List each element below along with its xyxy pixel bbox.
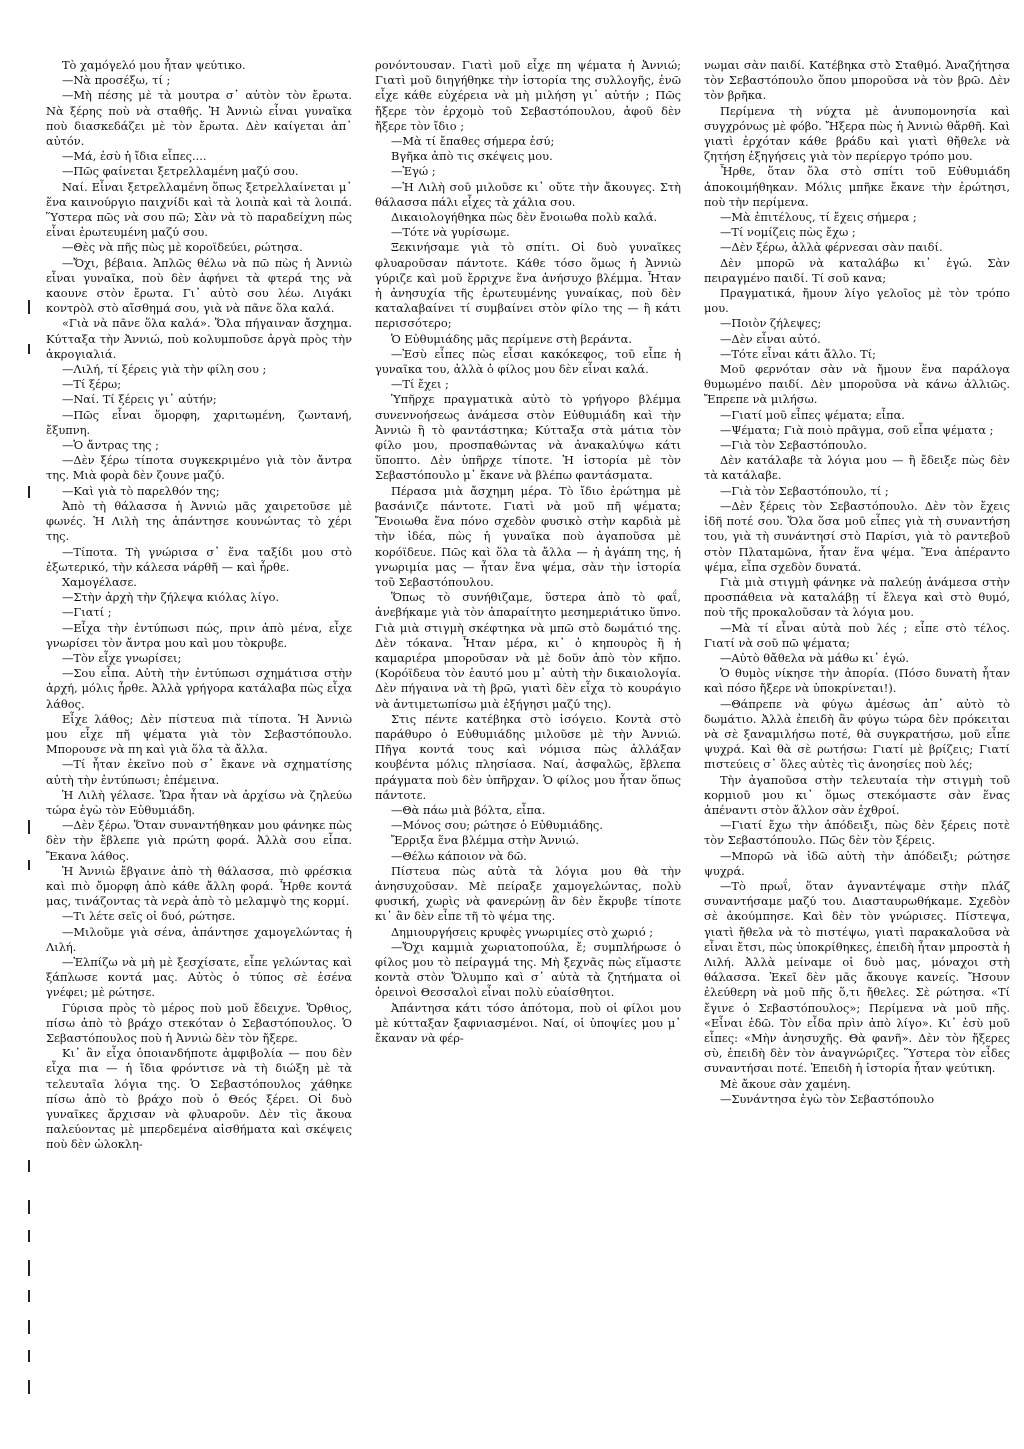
paragraph: —Μπορῶ νὰ ἰδῶ αὐτὴ τὴν ἀπόδειξι; ρώτησε ψυχρά. bbox=[704, 848, 1010, 878]
paragraph: —Ναί. Τί ξέρεις γι᾽ αὐτήν; bbox=[61, 392, 217, 407]
paragraph: —Θέλω κάποιον νὰ δῶ. bbox=[390, 848, 527, 863]
paragraph: Γιὰ μιὰ στιγμὴ φάνηκε νὰ παλεύῃ ἀνάμεσα στὴν προσπάθεια νὰ καταλάβῃ τί ἔλεγα καὶ στὸ θυμό, ποὺ τῆς προκαλοῦσαν τὰ λόγια μου. bbox=[704, 574, 1010, 620]
paragraph: —Καὶ γιὰ τὸ παρελθόν της; bbox=[61, 483, 220, 498]
paragraph: —Ἐγώ ; bbox=[390, 164, 436, 179]
paragraph: Ἦρθε, ὅταν ὅλα στὸ σπίτι τοῦ Εὐθυμιάδη ἀποκοιμήθηκαν. Μόλις μπῆκε ἔκανε τὴν ἐρώτησι, ποὺ τὴν περίμενα. bbox=[704, 164, 1010, 209]
paragraph: Κι᾽ ἂν εἶχα ὁποιανδήποτε ἀμφιβολία — που δὲν εἶχα πια — ἡ ἴδια φρόντισε νὰ τὴ διώξη μὲ τὰ τελευταῖα λόγια της. Ὁ Σεβαστόπουλος χάθηκε πίσω ἀπὸ τὸ βράχο ποὺ ὁ Θεός ξέρει. Οἱ δυὸ γυναῖκες ἄρχισαν νὰ φλυαροῦν. Δὲν τὶς ἄκουα παλεύοντας μὲ μπερδεμένα αἰσθήματα καὶ σκέψεις ποὺ δὲν ὡλοκλη- bbox=[46, 1046, 352, 1152]
paragraph: —Μὰ τί ἔπαθες σήμερα ἐσύ; bbox=[390, 134, 555, 149]
paragraph: Εἶχε λάθος; Δὲν πίστευα πιὰ τίποτα. Ἡ Ἀννιὼ μου εἶχε πῆ ψέματα γιὰ τὸν Σεβαστόπουλο. Μπορουσε νὰ πη καὶ γιὰ ὅλα τὰ ἄλλα. bbox=[46, 711, 352, 757]
paragraph: —Ἐλπίζω νὰ μὴ μὲ ξεσχίσατε, εἶπε γελώντας καὶ ξάπλωσε κοντά μας. Αὐτὸς ὁ τύπος σὲ ἐσένα γνέφει; μὲ ρώτησε. bbox=[46, 954, 352, 1000]
paragraph: Χαμογέλασε. bbox=[61, 574, 137, 589]
paragraph: Μοῦ φερνόταν σὰν νὰ ἤμουν ἕνα παράλογα θυμωμένο παιδί. Δὲν μποροῦσα νὰ κάνω ἀλλιῶς. Ἔπρεπε νὰ μιλήσω. bbox=[704, 362, 1010, 407]
paragraph: —Τότε εἶναι κάτι ἄλλο. Τί; bbox=[719, 346, 877, 361]
paragraph: —Πῶς φαίνεται ξετρελλαμένη μαζύ σου. bbox=[61, 164, 299, 179]
paragraph: —Θὰ πάω μιὰ βόλτα, εἶπα. bbox=[390, 802, 546, 817]
paragraph: —Μόνος σου; ρώτησε ὁ Εὐθυμιάδης. bbox=[390, 818, 603, 833]
paragraph: Πραγματικά, ἤμουν λίγο γελοῖος μὲ τὸν τρόπο μου. bbox=[704, 286, 1010, 316]
paragraph: Δὲν κατάλαβε τὰ λόγια μου — ἢ ἔδειξε πὼς δὲν τὰ κατάλαβε. bbox=[704, 453, 1010, 483]
paragraph: Ἀπάντησα κάτι τόσο ἀπότομα, ποὺ οἱ φίλοι μου μὲ κύτταξαν ξαφνιασμένοι. Ναί, οἱ ὑποψίες μου μ᾽ ἔκαναν νὰ φέρ- bbox=[375, 1000, 681, 1045]
paragraph: —Ἐσὺ εἶπες πὼς εἶσαι κακόκεφος, τοῦ εἶπε ἡ γυναῖκα του, ἀλλὰ ὁ φίλος μου δὲν εἶναι καλά. bbox=[375, 346, 681, 377]
paragraph: Μὲ ἄκουε σὰν χαμένη. bbox=[719, 1076, 851, 1091]
paragraph: —Δὲν ξέρεις τὸν Σεβαστόπουλο. Δὲν τὸν ἔχεις ἰδῆ ποτέ σου. Ὅλα ὅσα μοῦ εἶπες γιὰ τὴ συναντήση του, γιὰ τὴ συνάντησί στὸ Παρίσι, γιὰ τὸ ραντεβοῦ στὸν Πλαταμῶνα, ἦταν ἕνα ψέμα. Ἕνα ἀπέραντο ψέμα, εἶπα σχεδὸν δυνατά. bbox=[704, 498, 1010, 574]
paragraph: Ὑπῆρχε πραγματικὰ αὐτὸ τὸ γρήγορο βλέμμα συνεννοήσεως ἀνάμεσα στὸν Εὐθυμιάδη καὶ τὴν Ἀννιὼ ἢ τὸ φαντάστηκα; Κύτταξα στὰ μάτια τὸν φίλο μου, προσπαθώντας νὰ ἀνακαλύψω κάτι ὕποπτο. Δὲν ὑπῆρχε τίποτε. Ἡ ἱστορία μὲ τὸν Σεβαστόπουλο μ᾽ ἔκανε νὰ βλέπω φαντάσματα. bbox=[375, 392, 681, 483]
paragraph: Ὁ Εὐθυμιάδης μᾶς περίμενε στὴ βεράντα. bbox=[390, 331, 632, 346]
paragraph: —Μὴ πέσης μὲ τὰ μουτρα σ᾽ αὐτὸν τὸν ἔρωτα. Νὰ ξέρης ποὺ νὰ σταθῆς. Ἡ Ἀννιὼ εἶναι γυναῖκα ποὺ διασκεδάζει μὲ τὸν ἔρωτα. Δὲν καίγεται ἀπ᾽ αὐτόν. bbox=[46, 88, 352, 149]
paragraph: —Λιλή, τί ξέρεις γιὰ τὴν φίλη σου ; bbox=[61, 362, 267, 377]
paragraph: Ὁ θυμὸς νίκησε τὴν ἀπορία. (Πόσο δυνατὴ ἦταν καὶ πόσο ἤξερε νὰ ὑποκρίνεται!). bbox=[704, 666, 1010, 696]
paragraph: Ξεκινήσαμε γιὰ τὸ σπίτι. Οἱ δυὸ γυναῖκες φλυαροῦσαν πάντοτε. Κάθε τόσο ὅμως ἡ Ἀννιὼ γύριζε καὶ μοῦ ἔρριχνε ἕνα ἀνήσυχο βλέμμα. Ἦταν ἡ ἀνησυχία τῆς ἐρωτευμένης γυναίκας, ποὺ δὲν καταλαβαίνει τί συμβαίνει στὸν φίλο της — ἢ κάτι περισσότερο; bbox=[375, 240, 681, 331]
paragraph: «Γιὰ νὰ πᾶνε ὅλα καλά». Ὅλα πήγαιναν ἄσχημα. Κύτταξα τὴν Ἀννιώ, ποὺ κολυμποῦσε ἀργὰ πρὸς τὴν ἀκρογιαλιά. bbox=[46, 316, 352, 361]
paragraph: —Μὰ ἐπιτέλους, τί ἔχεις σήμερα ; bbox=[719, 210, 917, 225]
text-column-left bbox=[46, 58, 352, 1441]
paragraph: —Μά, ἐσὺ ἡ ἴδια εἶπες.... bbox=[61, 149, 207, 164]
text-column-right bbox=[704, 58, 1010, 1441]
paragraph: νωμαι σὰν παιδί. Κατέβηκα στὸ Σταθμό. Ἀναζήτησα τὸν Σεβαστόπουλο ὅπου μποροῦσα νὰ τὸν βρῶ. Δὲν τὸν βρῆκα. bbox=[704, 58, 1010, 103]
paragraph: —Ἡ Λιλὴ σοῦ μιλοῦσε κι᾽ οὔτε τὴν ἄκουγες. Στὴ θάλασσα πάλι εἶχες τὰ χάλια σου. bbox=[375, 179, 681, 209]
paragraph: Δημιουργήσεις κρυφὲς γνωριμίες στὸ χωριό ; bbox=[390, 924, 654, 939]
paragraph: Δικαιολογήθηκα πὼς δὲν ἔνοιωθα πολὺ καλά. bbox=[390, 210, 658, 225]
paragraph: —Τί ξέρω; bbox=[61, 377, 122, 392]
paragraph: Περίμενα τὴ νύχτα μὲ ἀνυπομονησία καὶ συγχρόνως μὲ φόβο. Ἤξερα πὼς ἡ Ἀννιὼ θἄρθῆ. Καὶ γιατὶ ἐρχόταν κάθε βράδυ καὶ γιατὶ θἤθελε νὰ ζητήση ἐξηγήσεις γιὰ τὸν περίεργο τρόπο μου. bbox=[704, 103, 1010, 164]
paragraph: —Τὸν εἶχε γνωρίσει; bbox=[61, 650, 182, 665]
paragraph: —Αὐτὸ θἄθελα νὰ μάθω κι᾽ ἐγώ. bbox=[719, 650, 909, 665]
paragraph: Στις πέντε κατέβηκα στὸ ἰσόγειο. Κοντὰ στὸ παράθυρο ὁ Εὐθυμιάδης μιλοῦσε μὲ τὴν Ἀννιώ. Πῆγα κοντά τους καὶ νόμισα πὼς ἀλλάξαν κουβέντα μόλις πλησίασα. Ναί, ἀσφαλῶς, ἔβλεπα πράγματα ποὺ δὲν ὑπῆρχαν. Ὁ φίλος μου ἦταν ὅπως πάντοτε. bbox=[375, 711, 681, 802]
paragraph: —Πῶς εἶναι ὅμορφη, χαριτωμένη, ζωντανή, ἔξυπνη. bbox=[46, 407, 352, 437]
paragraph: —Τί ἔχει ; bbox=[390, 377, 449, 392]
paragraph: —Δὲν ξέρω. Ὅταν συναντήθηκαν μου φάνηκε πὼς δὲν τὴν ἔβλεπε γιὰ πρώτη φορά. Ἀλλὰ σου εἶπα. Ἔκανα λάθος. bbox=[46, 818, 352, 863]
paragraph: —Τι λέτε σεῖς οἱ δυό, ρώτησε. bbox=[61, 909, 236, 924]
paragraph: —Ψέματα; Γιὰ ποιὸ πρᾶγμα, σοῦ εἶπα ψέματα ; bbox=[719, 422, 994, 437]
paragraph: —Γιὰ τὸν Σεβαστόπουλο. bbox=[719, 438, 867, 453]
paragraph: —Θὲς νὰ πῆς πὼς μὲ κοροϊδεύει, ρώτησα. bbox=[61, 240, 303, 255]
paragraph: —Εἶχα τὴν ἐντύπωσι πώς, πριν ἀπὸ μένα, εἶχε γνωρίσει τὸν ἄντρα μου καὶ μου τὸκρυβε. bbox=[46, 620, 352, 650]
paragraph: —Στὴν ἀρχὴ τὴν ζήλεψα κιόλας λίγο. bbox=[61, 590, 280, 605]
paragraph: —Ὄχι καμμιὰ χωριατοπούλα, ἔ; συμπλήρωσε ὁ φίλος μου τὸ πείραγμά της. Μὴ ξεχνᾶς πὼς εἴμαστε κοντὰ στὸν Ὄλυμπο καὶ σ᾽ αὐτὰ τὰ ζητήματα οἱ ὀρεινοὶ Θεσσαλοὶ εἶναι πολὺ εὐαίσθητοι. bbox=[375, 939, 681, 1000]
paragraph: —Δὲν εἶναι αὐτό. bbox=[719, 331, 821, 346]
paragraph: Τὸ χαμόγελό μου ἦταν ψεύτικο. bbox=[61, 58, 246, 72]
paragraph: Δὲν μπορῶ νὰ καταλάβω κι᾽ ἐγώ. Σὰν πειραγμένο παιδί. Τί σοῦ κανα; bbox=[704, 255, 1010, 285]
paragraph: —Δὲν ξέρω τίποτα συγκεκριμένο γιὰ τὸν ἄντρα της. Μιὰ φορὰ δὲν ζουνε μαζύ. bbox=[46, 453, 352, 483]
paragraph: —Μὰ τί εἶναι αὐτὰ ποὺ λές ; εἶπε στὸ τέλος. Γιατί νὰ σοῦ πῶ ψέματα; bbox=[704, 620, 1010, 650]
paragraph: —Τότε νὰ γυρίσωμε. bbox=[390, 225, 510, 240]
paragraph: —Σου εἶπα. Αὐτὴ τὴν ἐντύπωσι σχημάτισα στὴν ἀρχή, μόλις ἦρθε. Ἀλλὰ γρήγορα κατάλαβα πὼς εἶχα λάθος. bbox=[46, 666, 352, 711]
paragraph: Ἔρριξα ἕνα βλέμμα στὴν Ἀννιώ. bbox=[390, 833, 579, 848]
paragraph: Πέρασα μιὰ ἄσχημη μέρα. Τὸ ἴδιο ἐρώτημα μὲ βασάνιζε πάντοτε. Γιατὶ νὰ μοῦ πῆ ψέματα; Ἔνοιωθα ἕνα πόνο σχεδὸν φυσικὸ στὴν καρδιὰ μὲ τὴν ἰδέα, πὼς ἡ γυναῖκα ποὺ ἀγαποῦσα μὲ κορόϊδευε. Πῶς καὶ ὅλα τὰ ἄλλα — ἡ ἀγάπη της, ἡ γνωριμία μας — ἦταν ἕνα ψέμα, σὰν τὴν ἱστορία τοῦ Σεβαστόπουλου. bbox=[375, 483, 681, 589]
paragraph: Γύρισα πρὸς τὸ μέρος ποὺ μοῦ ἔδειχνε. Ὄρθιος, πίσω ἀπὸ τὸ βράχο στεκόταν ὁ Σεβαστόπουλος. Ὁ Σεβαστόπουλος ποὺ ἡ Ἀννιὼ δὲν τὸν ἤξερε. bbox=[46, 1000, 352, 1045]
text-column-middle bbox=[375, 58, 681, 1441]
paragraph: —Θάπρεπε νὰ φύγω ἀμέσως ἀπ᾽ αὐτὸ τὸ δωμάτιο. Ἀλλὰ ἐπειδὴ ἂν φύγω τώρα δὲν πρόκειται νὰ σὲ ξαναμιλήσω ποτέ, θὰ συγκρατήσω, μοῦ εἶπε ψυχρά. Καὶ θὰ σὲ ρωτήσω: Γιατί μὲ βρίζεις; Γιατί πιστεύεις σ᾽ ὅλες αὐτὲς τὶς ἀνοησίες ποὺ λές; bbox=[704, 696, 1010, 772]
paragraph: Ἡ Λιλὴ γέλασε. Ὥρα ἦταν νὰ ἀρχίσω νὰ ζηλεύω τώρα ἐγὼ τὸν Εὐθυμιάδη. bbox=[46, 787, 352, 817]
paragraph: —Τί ἦταν ἐκεῖνο ποὺ σ᾽ ἔκανε νὰ σχηματίσης αὐτὴ τὴν ἐντύπωσι; ἐπέμεινα. bbox=[46, 757, 352, 787]
paragraph: —Τίποτα. Τὴ γνώρισα σ᾽ ἕνα ταξίδι μου στὸ ἐξωτερικό, τὴν κάλεσα νάρθῆ — καὶ ἦρθε. bbox=[46, 544, 352, 574]
paragraph: —Τί νομίζεις πὼς ἔχω ; bbox=[719, 225, 856, 240]
paragraph: —Ὁ ἄντρας της ; bbox=[61, 438, 160, 453]
paragraph: —Μιλοῦμε γιὰ σένα, ἀπάντησε χαμογελώντας ἡ Λιλή. bbox=[46, 924, 352, 954]
paragraph: Βγῆκα ἀπὸ τις σκέψεις μου. bbox=[390, 149, 553, 164]
paragraph: —Ποιὸν ζήλεψες; bbox=[719, 316, 822, 331]
paragraph: Ὅπως τὸ συνήθιζαμε, ὕστερα ἀπὸ τὸ φαΐ, ἀνεβήκαμε γιὰ τὸν ἀπαραίτητο μεσημεριάτικο ὕπνο. Γιὰ μιὰ στιγμὴ σκέφτηκα νὰ μπῶ στὸ δωμάτιό της. Δὲν τόκανα. Ἦταν μέρα, κι᾽ ὁ κηπουρὸς ἢ ἡ καμαριέρα μποροῦσαν νὰ μὲ δοῦν ἀπὸ τὸν κῆπο. (Κορόϊδευα τὸν ἑαυτό μου μ᾽ αὐτὴ τὴν δικαιολογία. Δὲν πήγαινα νὰ τὴ βρῶ, γιατὶ δὲν εἶχα τὸ κουράγιο νὰ ἀντιμετωπίσω μιὰ ἐξήγησι μαζύ της). bbox=[375, 590, 681, 711]
paragraph: Τὴν ἀγαποῦσα στὴν τελευταία τὴν στιγμὴ τοῦ κορμιοῦ μου κι᾽ ὅμως στεκόμαστε σὰν ἕνας ἀπέναντι στὸν ἄλλον σὰν ἐχθροί. bbox=[704, 772, 1010, 817]
paragraph: —Γιὰ τὸν Σεβαστόπουλο, τί ; bbox=[719, 483, 889, 498]
paragraph: —Ὄχι, βέβαια. Ἁπλῶς θέλω νὰ πῶ πὼς ἡ Ἀννιὼ εἶναι γυναῖκα, ποὺ δὲν ἀφήνει τὰ φτερά της νὰ καουνε στὸν ἔρωτα. Γι᾽ αὐτὸ σου λέω. Λιγάκι κοντρὸλ στὸ αἴσθημά σου, γιὰ νὰ πᾶνε ὅλα καλά. bbox=[46, 255, 352, 316]
paragraph: Ναί. Εἶναι ξετρελλαμένη ὅπως ξετρελλαίνεται μ᾽ ἕνα καινούργιο παιχνίδι καὶ τὰ λοιπὰ καὶ τὰ λοιπά. Ὕστερα πῶς νὰ σου πῶ; Σὰν νὰ τὸ παραδείχνη πὼς εἶναι ἐρωτευμένη μαζύ σου. bbox=[46, 179, 352, 240]
paragraph: Ἡ Ἀννιὼ ἔβγαινε ἀπὸ τὴ θάλασσα, πιὸ φρέσκια καὶ πιὸ ὄμορφη ἀπὸ κάθε ἄλλη φορά. Ἦρθε κοντά μας, τινάζοντας τὰ νερὰ ἀπὸ τὸ μελαμψὸ της κορμί. bbox=[46, 863, 352, 909]
paragraph: —Συνάντησα ἐγὼ τὸν Σεβαστόπουλο bbox=[719, 1091, 935, 1106]
paragraph: Ἀπὸ τὴ θάλασσα ἡ Ἀννιὼ μᾶς χαιρετοῦσε μὲ φωνές. Ἡ Λιλὴ της ἀπάντησε κουνώντας τὸ χέρι της. bbox=[46, 498, 352, 544]
paragraph: —Νὰ προσέξω, τί ; bbox=[61, 73, 171, 88]
paragraph: —Γιατί ; bbox=[61, 605, 112, 620]
paragraph: Πίστευα πὼς αὐτὰ τὰ λόγια μου θὰ τὴν ἀνησυχοῦσαν. Μὲ πείραξε χαμογελώντας, πολὺ φυσική, χωρὶς νὰ φανερώνῃ ἂν δὲν ἔκρυβε τίποτε κι᾽ ἂν δὲν εἶπε τῆ τὸ ψέμα της. bbox=[375, 863, 681, 924]
paragraph: ρονόντουσαν. Γιατὶ μοῦ εἶχε πη ψέματα ἡ Ἀννιώ; Γιατὶ μοῦ διηγήθηκε τὴν ἱστορία της συλλογῆς, ἐνῶ εἶχε κάθε εὐχέρεια νὰ μὴ μιλήση γι᾽ αὐτήν ; Πῶς ἤξερε τὸν ἐρχομὸ τοῦ Σεβαστόπουλου, ἀφοῦ δὲν ἤξερε τὸν ἴδιο ; bbox=[375, 58, 681, 133]
paragraph: —Γιατί μοῦ εἶπες ψέματα; εἶπα. bbox=[719, 407, 905, 422]
paragraph: —Γιατί ἔχω τὴν ἀπόδειξι, πὼς δὲν ξέρεις ποτὲ τὸν Σεβαστόπουλο. Πῶς δὲν τὸν ξέρεις. bbox=[704, 818, 1010, 848]
paragraph: —Τὸ πρωΐ, ὅταν ἀγναντέψαμε στὴν πλάζ συναντήσαμε μαζύ του. Διασταυρωθήκαμε. Σχεδὸν σὲ ἀκούμπησε. Καὶ δὲν τὸν γνώρισες. Πίστεψα, γιατὶ ἤθελα νὰ τὸ πιστέψω, γιατὶ παρακαλοῦσα νὰ εἶναι ἔτσι, πὼς ὑποκρίθηκες, ἐπειδὴ ἦταν μπροστὰ ἡ Λιλή. Ἀλλὰ μείναμε οἱ δυὸ μας, μόναχοι στὴ θάλασσα. Ἐκεῖ δὲν μᾶς ἄκουγε κανείς. Ἤσουν ἐλεύθερη νὰ μοῦ πῆς ὅ,τι ἤθελες. Σὲ ρώτησα. «Τί ἔγινε ὁ Σεβαστόπουλος»; Περίμενα νὰ μοῦ πῆς. «Εἶναι ἐδῶ. Τὸν εἶδα πρὶν ἀπὸ λίγο». Κι᾽ ἐσὺ μοῦ εἶπες: «Μὴν ἀνησυχῆς. Θὰ φανῆ». Δὲν τὸν ἤξερες σὺ, ἐπειδὴ δὲν τὸν ἀναγνώριζες. Ὕστερα τὸν εἶδες συναντήσαι ποτέ. Ἐπειδὴ ἡ ἱστορία ἦταν ψεύτικη. bbox=[704, 878, 1010, 1076]
paragraph: —Δὲν ξέρω, ἀλλὰ φέρνεσαι σὰν παιδί. bbox=[719, 240, 943, 255]
